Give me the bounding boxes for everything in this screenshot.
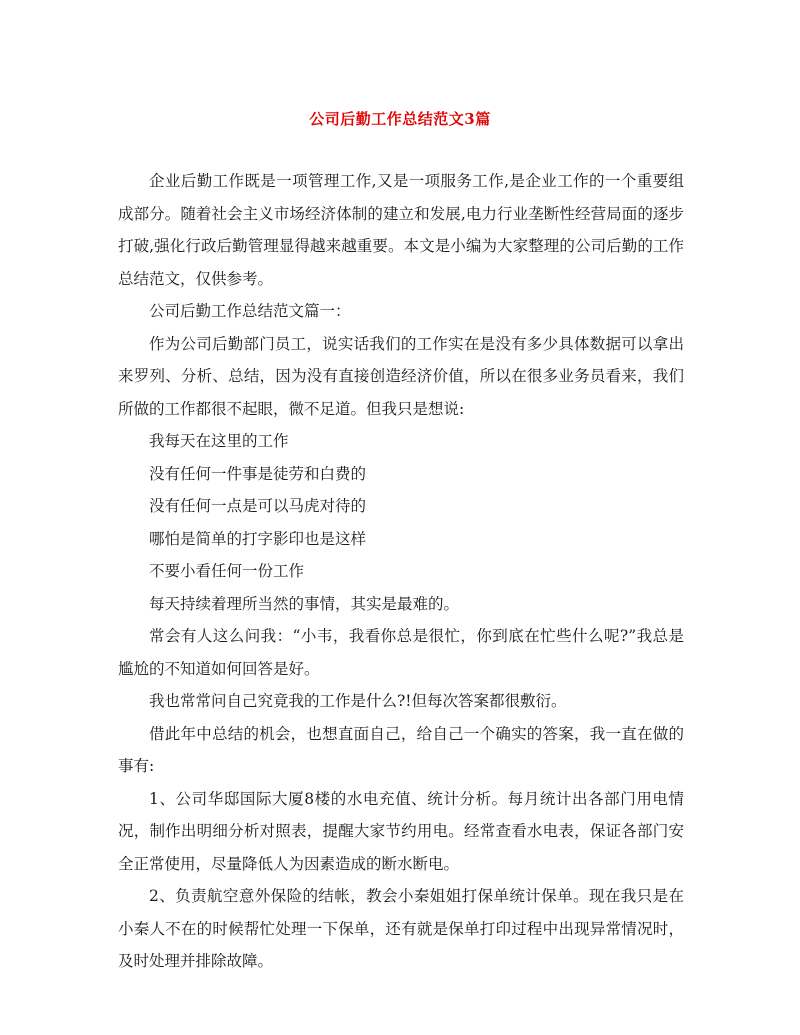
paragraph-verse-line: 没有任何一点是可以马虎对待的 (149, 497, 367, 515)
paragraph-list-item: 2、负责航空意外保险的结帐，教会小秦姐姐打保单统计保单。现在我只是在小秦人不在的时候帮忙处理一下保单，还有就是保单打印过程中出现异常情况时，及时处理并排除故障。 (118, 887, 684, 970)
paragraph-list-item: 1、公司华邸国际大厦8楼的水电充值、统计分析。每月统计出各部门用电情况，制作出明细分析对照表，提醒大家节约用电。经常查看水电表，保证各部门安全正常使用，尽量降低人为因素造成的断水断电。 (118, 789, 684, 873)
paragraph: 我也常常问自己究竟我的工作是什么?!但每次答案都很敷衍。 (149, 692, 567, 710)
paragraph-verse-line: 没有任何一件事是徒劳和白费的 (149, 464, 367, 483)
document-title: 公司后勤工作总结范文3篇 (309, 110, 491, 128)
paragraph: 作为公司后勤部门员工，说实话我们的工作实在是没有多少具体数据可以拿出来罗列、分析、总结，因为没有直接创造经济价值，所以在很多业务员看来，我们所做的工作都很不起眼，微不足道。但我只是想说: (118, 334, 684, 418)
paragraph-intro: 企业后勤工作既是一项管理工作,又是一项服务工作,是企业工作的一个重要组成部分。随着社会主义市场经济体制的建立和发展,电力行业垄断性经营局面的逐步打破,强化行政后勤管理显得越来越重要。本文是小编为大家整理的公司后勤的工作总结范文，仅供参考。 (118, 172, 684, 288)
paragraph: 借此年中总结的机会，也想直面自己，给自己一个确实的答案，我一直在做的事有: (118, 724, 684, 775)
document-body (118, 165, 684, 978)
paragraph-section-heading: 公司后勤工作总结范文篇一： (149, 302, 351, 320)
paragraph: 常会有人这么问我：“小韦，我看你总是很忙，你到底在忙些什么呢?”我总是尴尬的不知道如何回答是好。 (118, 627, 684, 678)
paragraph-verse-line: 我每天在这里的工作 (149, 432, 289, 450)
paragraph-verse-line: 哪怕是简单的打字影印也是这样 (149, 529, 367, 548)
paragraph-verse-line: 不要小看任何一份工作 (149, 562, 305, 580)
paragraph: 每天持续着理所当然的事情，其实是最难的。 (149, 594, 460, 613)
